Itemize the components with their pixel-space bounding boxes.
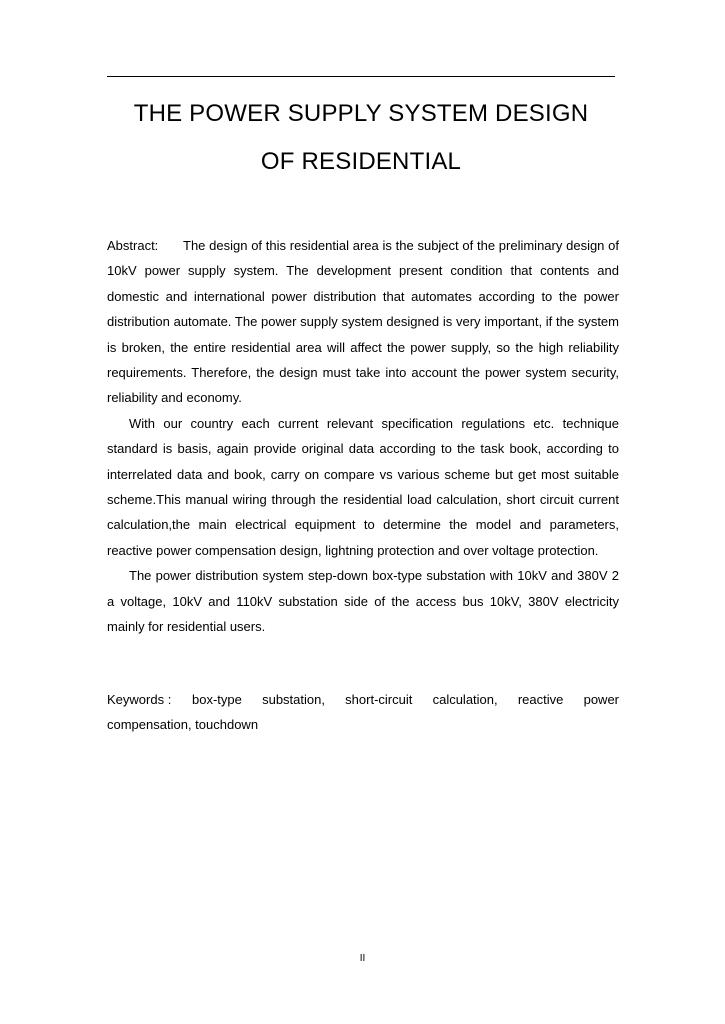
- header-rule: [107, 76, 615, 77]
- keywords-label: Keywords :: [107, 692, 172, 707]
- abstract-label: Abstract:: [107, 238, 159, 253]
- abstract-section: [107, 233, 619, 640]
- abstract-paragraph-2: With our country each current relevant specification regulations etc. technique standard is basis, again provide original data according to the task book, according to interrelated data and book, carry on compare vs various scheme but get most suitable scheme.This manual wiring through the residential load calculation, short circuit current calculation,the main electrical equipment to determine the model and parameters, reactive power compensation design, lightning protection and over voltage protection.: [107, 415, 619, 558]
- abstract-paragraph-3: The power distribution system step-down box-type substation with 10kV and 380V 2 a voltage, 10kV and 110kV substation side of the access bus 10kV, 380V electricity mainly for residential users.: [107, 568, 619, 635]
- abstract-paragraph-1-text: The design of this residential area is the subject of the preliminary design of 10kV power supply system. The development present condition that contents and domestic and international power distribution that automates according to the power distribution automate. The power supply system designed is very important, if the system is broken, the entire residential area will affect the power supply, so the high reliability requirements. Therefore, the design must take into account the power system security, reliability and economy.: [107, 238, 619, 406]
- abstract-paragraph-1: [107, 233, 619, 411]
- keywords-section: [107, 687, 619, 738]
- keywords-text: box-type substation, short-circuit calculation, reactive power compensation, touchdown: [107, 692, 619, 733]
- document-title-line-1: THE POWER SUPPLY SYSTEM DESIGN: [133, 100, 589, 127]
- document-title-line-2: OF RESIDENTIAL: [260, 148, 462, 175]
- page-number: II: [359, 953, 366, 964]
